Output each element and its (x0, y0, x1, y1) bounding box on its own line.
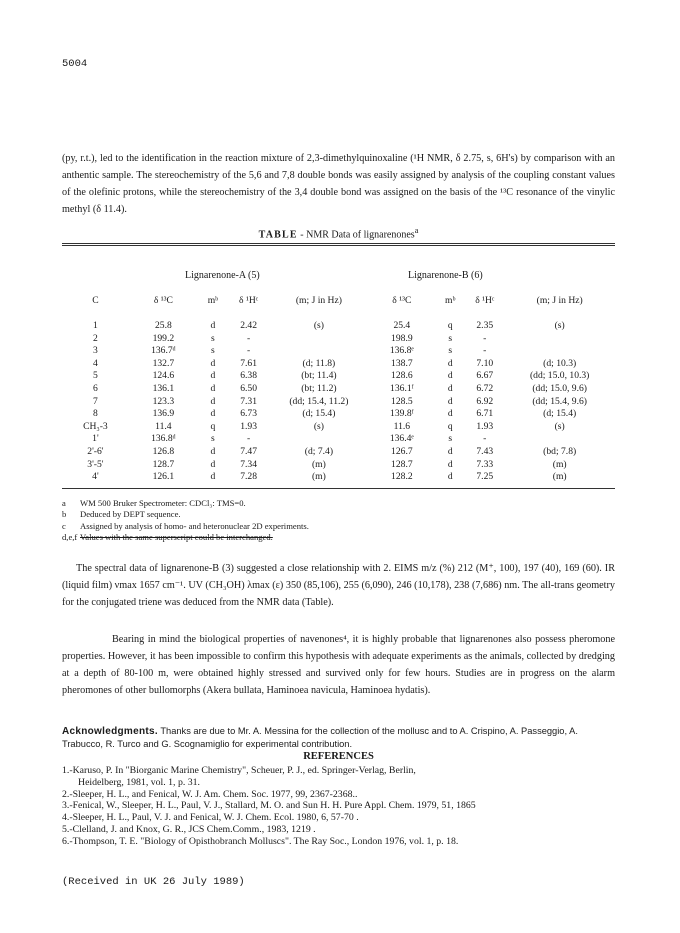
cell-a-coupling: (d; 7.4) (304, 445, 334, 457)
cell-a-coupling (269, 345, 368, 358)
cell-a-d1h: 6.38 (240, 370, 258, 382)
col-header-a-multiplicity: mᵇ (207, 294, 219, 306)
page-number: 5004 (62, 58, 88, 70)
col-header-a-d13c: δ ¹³C (153, 294, 173, 306)
cell-b-multiplicity: d (447, 445, 453, 457)
cell-a-d1h: - (247, 345, 251, 357)
cell-a-d13c: 136.9 (152, 408, 175, 420)
cell-b-multiplicity: d (447, 382, 453, 394)
cell-b-multiplicity: d (447, 395, 453, 407)
acknowledgments-heading: Acknowledgments. (62, 726, 158, 737)
cell-a-d13c: 128.7 (152, 458, 175, 470)
cell-b-d1h: 7.25 (476, 471, 494, 483)
cell-b-d1h: 7.43 (476, 445, 494, 457)
cell-carbon: 5 (93, 370, 98, 382)
cell-carbon: 7 (93, 395, 98, 407)
acknowledgments (62, 725, 615, 750)
cell-carbon: 6 (93, 382, 98, 394)
cell-b-multiplicity: s (448, 345, 453, 357)
table-group-b-heading: Lignarenone-B (6) (408, 270, 483, 281)
acknowledgments-text: Thanks are due to Mr. A. Messina for the collection of the mollusc and to A. Crispino, A. Passeggio, A. Trabucco, R. Turco and G. Scognamiglio for experimental contribution. (62, 726, 578, 749)
cell-carbon: 1 (93, 320, 98, 331)
footnote-c: c Assigned by analysis of homo- and heteronuclear 2D experiments. (62, 520, 309, 531)
cell-a-d13c: 136.7ᵈ (151, 345, 176, 357)
cell-b-coupling: (bd; 7.8) (543, 445, 577, 457)
cell-a-multiplicity: q (210, 420, 216, 432)
cell-a-d1h: 7.34 (240, 458, 258, 470)
cell-b-d13c: 136.1ᶠ (390, 382, 414, 394)
cell-b-coupling: (dd; 15.0, 10.3) (529, 370, 590, 382)
cell-a-d1h: 1.93 (240, 420, 258, 432)
table-top-rule (62, 243, 615, 246)
table-body (62, 320, 615, 484)
cell-a-coupling: (s) (313, 420, 324, 432)
body-paragraph-3: Bearing in mind the biological properties of navenones⁴, it is highly probable that lignarenones also possess pheromone properties. However, it has been impossible to confirm this hypothesis with adequate experiments as the animals, collected by dredging at a depth of 80-100 m, were obtained highly stressed and survived only for few hours. Studies are in progress on the alarm pheromones of other bullomorphs (Akera bullata, Haminoea navicula, Haminoea hydatis). (62, 634, 615, 696)
col-header-b-d1h: δ ¹Hᶜ (475, 294, 495, 306)
cell-b-coupling (504, 333, 615, 346)
cell-a-coupling: (bt; 11.2) (301, 382, 337, 394)
cell-b-multiplicity: d (447, 370, 453, 382)
cell-a-d13c: 123.3 (152, 395, 175, 407)
table-bottom-rule (62, 488, 615, 489)
table-row (62, 446, 615, 459)
cell-b-multiplicity: d (447, 458, 453, 470)
cell-a-d13c: 11.4 (155, 420, 172, 432)
cell-b-d1h: 1.93 (476, 420, 494, 432)
body-paragraph-2: The spectral data of lignarenone-B (3) suggested a close relationship with 2. EIMS m/z (%) 212 (M⁺, 100), 197 (40), 169 (60). IR (liquid film) νmax 1657 cm⁻¹. UV (CH₃OH) λmax (ε) 350 (85,106), 255 (6,090), 246 (10,178), 238 (7,686) nm. The all-trans geometry for the conjugated triene was deduced from the NMR data (Table). (62, 563, 615, 608)
footnote-a: a WM 500 Bruker Spectrometer: CDCl₃: TMS=0. (62, 498, 246, 508)
cell-a-d1h: 7.28 (240, 471, 258, 483)
cell-b-multiplicity: d (447, 408, 453, 420)
table-row (62, 433, 615, 446)
reference-4: 4.-Sleeper, H. L., Paul, V. J. and Fenical, W. J. Chem. Ecol. 1980, 6, 57-70 . (62, 812, 359, 824)
cell-a-multiplicity: d (210, 395, 216, 407)
footnote-def: d,e,f Values with the same superscript could be interchanged. (62, 532, 273, 543)
cell-a-d13c: 126.8 (152, 445, 175, 457)
cell-a-multiplicity: s (211, 332, 215, 344)
cell-a-coupling: (m) (311, 471, 326, 483)
cell-a-multiplicity: s (211, 345, 215, 357)
cell-b-d1h: - (483, 433, 487, 445)
cell-a-multiplicity: d (210, 357, 216, 369)
cell-a-multiplicity: d (210, 445, 216, 457)
cell-b-d13c: 198.9 (391, 332, 413, 344)
cell-b-d13c: 126.7 (391, 445, 413, 457)
cell-b-coupling: (m) (552, 458, 567, 470)
cell-b-multiplicity: s (448, 433, 453, 445)
references-heading: REFERENCES (303, 751, 374, 762)
col-header-b-multiplicity: mᵇ (445, 294, 456, 306)
cell-b-d1h: 6.71 (476, 408, 494, 420)
cell-a-d13c: 136.1 (152, 382, 175, 394)
cell-b-d1h: 7.10 (476, 357, 494, 369)
reference-1: 1.-Karuso, P. In "Biorganic Marine Chemistry", Scheuer, P. J., ed. Springer-Verlag, Berlin, Heidelberg, 1981, vol. 1, p. 31. (62, 765, 416, 788)
col-header-b-coupling: (m; J in Hz) (536, 294, 583, 306)
cell-a-d13c: 132.7 (152, 357, 175, 369)
cell-b-coupling (504, 345, 615, 358)
cell-a-d13c: 136.8ᵈ (151, 433, 176, 445)
table-row (62, 333, 615, 346)
footnote-b: b Deduced by DEPT sequence. (62, 509, 181, 520)
cell-a-d1h: 2.42 (240, 320, 258, 331)
col-header-carbon: C (92, 294, 99, 306)
cell-carbon: 4 (93, 357, 98, 369)
table-row (62, 358, 615, 371)
cell-b-multiplicity: q (447, 320, 453, 331)
cell-carbon: 1' (92, 433, 99, 445)
cell-a-multiplicity: d (210, 458, 216, 470)
table-label: TABLE (258, 229, 298, 241)
cell-b-d13c: 128.6 (391, 370, 413, 382)
cell-b-d1h: 7.33 (476, 458, 494, 470)
cell-b-d13c: 128.2 (391, 471, 413, 483)
cell-b-d1h: 6.72 (476, 382, 494, 394)
cell-b-d1h: 6.67 (476, 370, 494, 382)
table-row (62, 396, 615, 409)
cell-a-multiplicity: d (210, 408, 216, 420)
table-row (62, 370, 615, 383)
table-row (62, 421, 615, 434)
references-list (62, 765, 622, 848)
cell-a-coupling: (d; 11.8) (302, 357, 336, 369)
cell-a-d13c: 199.2 (152, 332, 175, 344)
table-caption-footnote-mark: a (414, 226, 419, 235)
cell-a-coupling: (d; 15.4) (302, 408, 336, 420)
cell-a-coupling (269, 333, 368, 346)
cell-carbon: 4' (92, 471, 99, 483)
cell-a-multiplicity: d (210, 320, 216, 331)
cell-a-d1h: 7.31 (240, 395, 258, 407)
cell-a-multiplicity: s (211, 433, 215, 445)
cell-a-coupling: (bt; 11.4) (301, 370, 337, 382)
cell-b-coupling: (dd; 15.0, 9.6) (532, 382, 587, 394)
table-group-a-heading: Lignarenone-A (5) (185, 270, 260, 281)
table-header-row (62, 290, 615, 312)
cell-b-coupling (504, 433, 615, 446)
cell-a-d13c: 126.1 (152, 471, 175, 483)
table-row (62, 471, 615, 484)
col-header-b-d13c: δ ¹³C (392, 294, 412, 306)
table-footnotes (62, 498, 309, 544)
cell-a-coupling (269, 433, 368, 446)
table-row (62, 345, 615, 358)
cell-b-d1h: 2.35 (476, 320, 494, 331)
cell-b-d13c: 11.6 (393, 420, 411, 432)
cell-a-d1h: 6.73 (240, 408, 258, 420)
cell-carbon: 3 (93, 345, 98, 357)
cell-carbon: CH₃-3 (83, 420, 108, 432)
cell-a-d1h: - (247, 433, 251, 445)
cell-a-multiplicity: d (210, 471, 216, 483)
cell-carbon: 3'-5' (87, 458, 104, 470)
table-caption: - NMR Data of lignarenones (297, 229, 415, 241)
cell-b-coupling: (d; 15.4) (543, 408, 577, 420)
received-date: (Received in UK 26 July 1989) (62, 876, 245, 888)
col-header-a-coupling: (m; J in Hz) (295, 294, 342, 306)
cell-b-d1h: 6.92 (476, 395, 494, 407)
table-row (62, 383, 615, 396)
cell-b-d13c: 128.5 (391, 395, 413, 407)
cell-b-d1h: - (483, 332, 487, 344)
reference-2: 2.-Sleeper, H. L., and Fenical, W. J. Am. Chem. Soc. 1977, 99, 2367-2368.. (62, 788, 358, 800)
cell-b-coupling: (s) (554, 420, 565, 432)
body-paragraph-1: (py, r.t.), led to the identification in the reaction mixture of 2,3-dimethylquinoxaline (¹H NMR, δ 2.75, s, 6H's) by comparison with an anthentic sample. The stereochemistry of the 5,6 and 7,8 double bonds was easily assigned by analysis of the coupling constant values of the olefinic protons, while the stereochemistry of the 3,4 double bond was assigned on the basis of the ¹³C resonance of the vinylic methyl (δ 11.4). (62, 153, 615, 215)
cell-a-d13c: 124.6 (152, 370, 175, 382)
cell-b-d13c: 138.7 (391, 357, 413, 369)
col-header-a-d1h: δ ¹Hᶜ (239, 294, 259, 306)
cell-b-coupling: (m) (552, 471, 567, 483)
cell-a-d1h: 6.50 (240, 382, 258, 394)
cell-b-d1h: - (483, 345, 487, 357)
cell-a-multiplicity: d (210, 370, 216, 382)
table-row (62, 459, 615, 472)
cell-carbon: 2'-6' (87, 445, 104, 457)
cell-a-d13c: 25.8 (154, 320, 172, 331)
cell-b-d13c: 128.7 (391, 458, 413, 470)
cell-a-coupling: (s) (313, 320, 324, 331)
reference-5: 5.-Clelland, J. and Knox, G. R., JCS Chem.Comm., 1983, 1219 . (62, 823, 316, 835)
cell-b-coupling: (dd; 15.4, 9.6) (532, 395, 587, 407)
cell-b-d13c: 139.8ᶠ (390, 408, 414, 420)
table-title (62, 226, 615, 240)
cell-b-d13c: 25.4 (393, 320, 411, 331)
cell-a-coupling: (m) (311, 458, 326, 470)
cell-b-coupling: (d; 10.3) (543, 357, 577, 369)
cell-a-multiplicity: d (210, 382, 216, 394)
table-row (62, 320, 615, 333)
cell-a-d1h: 7.47 (240, 445, 258, 457)
cell-b-multiplicity: s (448, 332, 453, 344)
cell-a-d1h: 7.61 (240, 357, 258, 369)
cell-a-d1h: - (247, 332, 251, 344)
cell-b-multiplicity: d (447, 357, 453, 369)
cell-b-d13c: 136.4ᵉ (389, 433, 414, 445)
cell-a-coupling: (dd; 15.4, 11.2) (289, 395, 349, 407)
cell-b-d13c: 136.8ᵉ (389, 345, 414, 357)
cell-b-coupling: (s) (554, 320, 565, 331)
nmr-data-table (62, 268, 615, 484)
reference-3: 3.-Fenical, W., Sleeper, H. L., Paul, V. J., Stallard, M. O. and Sun H. H. Pure Appl. Chem. 1979, 51, 1865 (62, 800, 476, 812)
table-row (62, 408, 615, 421)
cell-carbon: 8 (93, 408, 98, 420)
cell-b-multiplicity: q (447, 420, 453, 432)
cell-b-multiplicity: d (447, 471, 453, 483)
reference-6: 6.-Thompson, T. E. "Biology of Opisthobranch Molluscs". The Ray Soc., London 1976, vol. 1, p. 18. (62, 835, 459, 847)
cell-carbon: 2 (93, 332, 98, 344)
